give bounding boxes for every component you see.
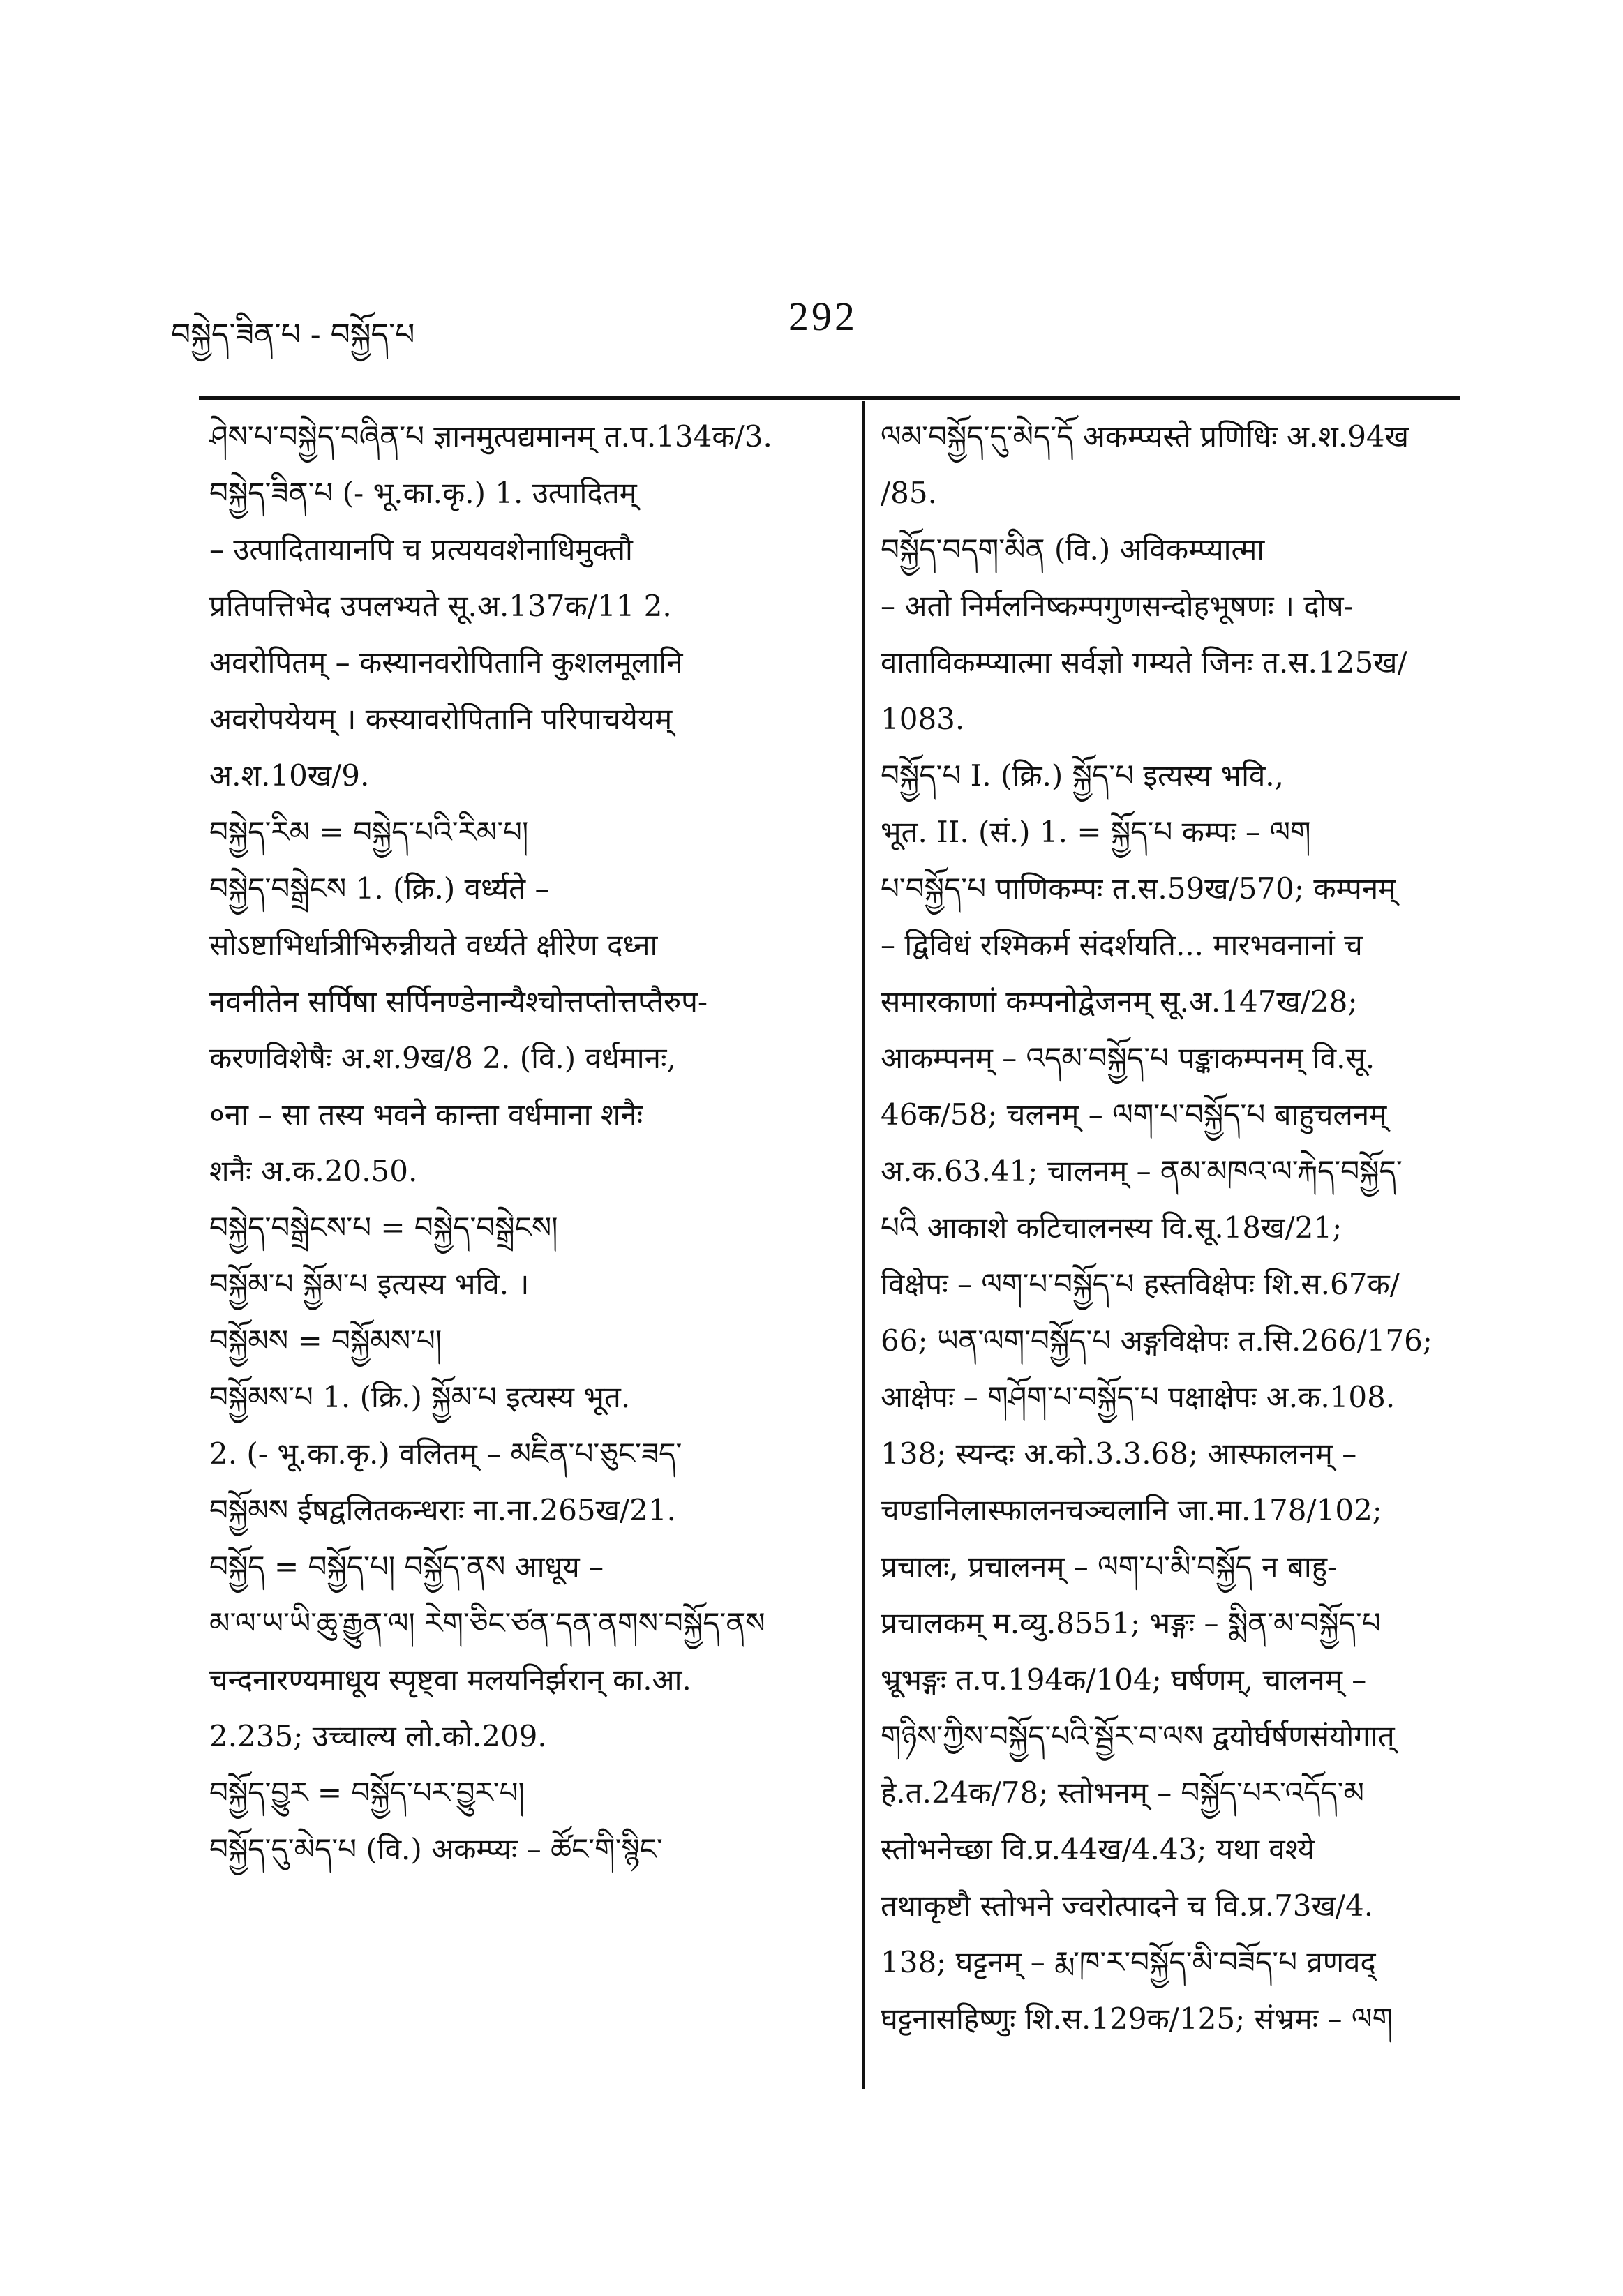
dictionary-line: वाताविकम्प्यात्मा सर्वज्ञो गम्यते जिनः त.स.125ख/ — [881, 645, 1407, 680]
dictionary-line: བསྐྱེད་བསྒྲེངས་པ = བསྐྱེད་བསྒྲེངས། — [209, 1210, 558, 1245]
dictionary-line: 2.235; उच्चाल्य लो.को.209. — [209, 1719, 547, 1753]
left-column — [209, 408, 823, 1877]
dictionary-line: अवरोपयेयम् । कस्यावरोपितानि परिपाचयेयम् — [209, 702, 673, 736]
dictionary-line: करणविशेषैः अ.श.9ख/8 2. (वि.) वर्धमानः, — [209, 1041, 676, 1075]
dictionary-line: གཉིས་ཀྱིས་བསྐྱོད་པའི་སྦྱོར་བ་ལས द्वयोर्घर्षणसंयोगात् — [881, 1719, 1395, 1753]
dictionary-line: /85. — [881, 476, 937, 510]
dictionary-line: विक्षेपः – ལག་པ་བསྐྱོད་པ हस्तविक्षेपः शि.स.67क/ — [881, 1267, 1400, 1301]
dictionary-line: भूत. II. (सं.) 1. = སྐྱོད་པ कम्पः – ལག — [881, 815, 1311, 849]
dictionary-line: प्रचालः, प्रचालनम् – ལག་པ་མི་བསྐྱོད न बाहु- — [881, 1550, 1338, 1584]
dictionary-line: 2. (- भू.का.कृ.) वलितम् – མཇིན་པ་ཅུང་ཟད་ — [209, 1436, 682, 1471]
dictionary-line: चण्डानिलास्फालनचञ्चलानि जा.मा.178/102; — [881, 1493, 1382, 1527]
dictionary-line: བསྐྱོམས་པ 1. (क्रि.) སྐྱོམ་པ इत्यस्य भूत. — [209, 1380, 631, 1414]
dictionary-line: तथाकृष्टौ स्तोभने ज्वरोत्पादने च वि.प्र.73ख/4. — [881, 1889, 1374, 1923]
dictionary-line: ལམ་བསྐྱོད་དུ་མེད་དོ अकम्प्यस्ते प्रणिधिः अ.श.94ख — [881, 419, 1409, 453]
dictionary-line: མ་ལ་ཡ་ཡི་ཆུ་རྒྱུན་ལ། རེག་ཅིང་ཙན་དན་ནགས་བསྐྱོད་ནས — [209, 1606, 765, 1640]
dictionary-line: आकम्पनम् – འདམ་བསྐྱོད་པ पङ्काकम्पनम् वि.सू. — [881, 1041, 1375, 1075]
dictionary-line: 138; घट्टनम् – རྨ་ཁ་ར་བསྐྱོད་མི་བཟོད་པ व्रणवद् — [881, 1945, 1376, 1979]
dictionary-line: हे.त.24क/78; स्तोभनम् – བསྐྱོད་པར་འདོད་མ — [881, 1776, 1365, 1810]
dictionary-line: अ.श.10ख/9. — [209, 758, 370, 793]
dictionary-line: བསྐྱོད་དུ་མེད་པ (वि.) अकम्प्यः – ཚོང་གི་སྙིང་ — [209, 1832, 663, 1866]
dictionary-line: པའི आकाशे कटिचालनस्य वि.सू.18ख/21; — [881, 1210, 1342, 1245]
dictionary-line: अवरोपितम् – कस्यानवरोपितानि कुशलमूलानि — [209, 645, 683, 680]
dictionary-line: པ་བསྐྱོད་པ पाणिकम्पः त.स.59ख/570; कम्पनम् — [881, 871, 1396, 906]
dictionary-line: भ्रूभङ्गः त.प.194क/104; घर्षणम्, चालनम् – — [881, 1663, 1367, 1697]
right-column — [881, 408, 1470, 2047]
dictionary-line: – उत्पादितायानपि च प्रत्ययवशेनाधिमुक्तौ — [209, 532, 633, 567]
dictionary-line: 66; ཡན་ལག་བསྐྱོད་པ अङ्गविक्षेपः त.सि.266/176; — [881, 1323, 1433, 1358]
dictionary-line: བསྐྱེད་བསྒྲེངས 1. (क्रि.) वर्ध्यते – — [209, 871, 550, 906]
dictionary-line: བསྐྱོམ་པ སྐྱོམ་པ इत्यस्य भवि. । — [209, 1267, 530, 1301]
page-number: 292 — [788, 294, 858, 339]
dictionary-line: 1083. — [881, 702, 965, 736]
dictionary-line: – द्विविधं रश्मिकर्म संदर्शयति... मारभवनानां च — [881, 928, 1363, 962]
dictionary-line: བསྐྱེད་རིམ = བསྐྱེད་པའི་རིམ་པ། — [209, 815, 529, 849]
dictionary-line: स्तोभनेच्छा वि.प्र.44ख/4.43; यथा वश्ये — [881, 1832, 1315, 1866]
dictionary-line: 138; स्यन्दः अ.को.3.3.68; आस्फालनम् – — [881, 1436, 1357, 1471]
dictionary-line: चन्दनारण्यमाधूय स्पृष्ट्वा मलयनिर्झरान् का.आ. — [209, 1663, 691, 1697]
dictionary-line: आक्षेपः – གཤོག་པ་བསྐྱོད་པ पक्षाक्षेपः अ.क.108. — [881, 1380, 1396, 1414]
dictionary-line: བསྐྱོམས ईषद्वलितकन्धराः ना.ना.265ख/21. — [209, 1493, 676, 1527]
dictionary-line: घट्टनासहिष्णुः शि.स.129क/125; संभ्रमः – ལག — [881, 2002, 1393, 2036]
dictionary-line: 46क/58; चलनम् – ལག་པ་བསྐྱོད་པ बाहुचलनम् — [881, 1097, 1387, 1132]
dictionary-line: प्रचालकम् म.व्यु.8551; भङ्गः – སྨིན་མ་བསྐྱོད་པ — [881, 1606, 1381, 1640]
dictionary-line: བསྐྱེད་ཟིན་པ (- भू.का.कृ.) 1. उत्पादितम् — [209, 476, 637, 510]
dictionary-line: अ.क.63.41; चालनम् – ནམ་མཁའ་ལ་རྐེད་བསྐྱོད་ — [881, 1154, 1403, 1188]
dictionary-line: समारकाणां कम्पनोद्वेजनम् सू.अ.147ख/28; — [881, 984, 1358, 1019]
dictionary-line: བསྐྱོད་བདག་མིན (वि.) अविकम्प्यात्मा — [881, 532, 1265, 567]
dictionary-line: བསྐྱོད་པ I. (क्रि.) སྐྱོད་པ इत्यस्य भवि., — [881, 758, 1285, 793]
dictionary-line: नवनीतेन सर्पिषा सर्पिनण्डेनान्यैश्चोत्तप्तोत्तप्तैरुप- — [209, 984, 708, 1019]
dictionary-line: – अतो निर्मलनिष्कम्पगुणसन्दोहभूषणः । दोष- — [881, 589, 1354, 623]
dictionary-line: བསྐྱོམས = བསྐྱོམས་པ། — [209, 1323, 442, 1358]
dictionary-line: प्रतिपत्तिभेद उपलभ्यते सू.अ.137क/11 2. — [209, 589, 672, 623]
running-head: བསྐྱེད་ཟིན་པ - བསྐྱོད་པ — [171, 317, 415, 352]
column-divider — [862, 401, 865, 2089]
dictionary-line: ०ना – सा तस्य भवने कान्ता वर्धमाना शनैः — [209, 1097, 643, 1132]
dictionary-line: ཤེས་པ་བསྐྱེད་བཞིན་པ ज्ञानमुत्पद्यमानम् त.प.134क/3. — [209, 419, 772, 453]
top-rule — [199, 396, 1460, 400]
dictionary-line: सोऽष्टाभिर्धात्रीभिरुन्नीयते वर्ध्यते क्षीरेण दध्ना — [209, 928, 658, 962]
dictionary-line: བསྐྱོད་བྱུར = བསྐྱོད་པར་བྱུར་པ། — [209, 1776, 525, 1810]
dictionary-line: शनैः अ.क.20.50. — [209, 1154, 418, 1188]
dictionary-line: བསྐྱོད = བསྐྱོད་པ། བསྐྱོད་ནས आधूय – — [209, 1550, 604, 1584]
